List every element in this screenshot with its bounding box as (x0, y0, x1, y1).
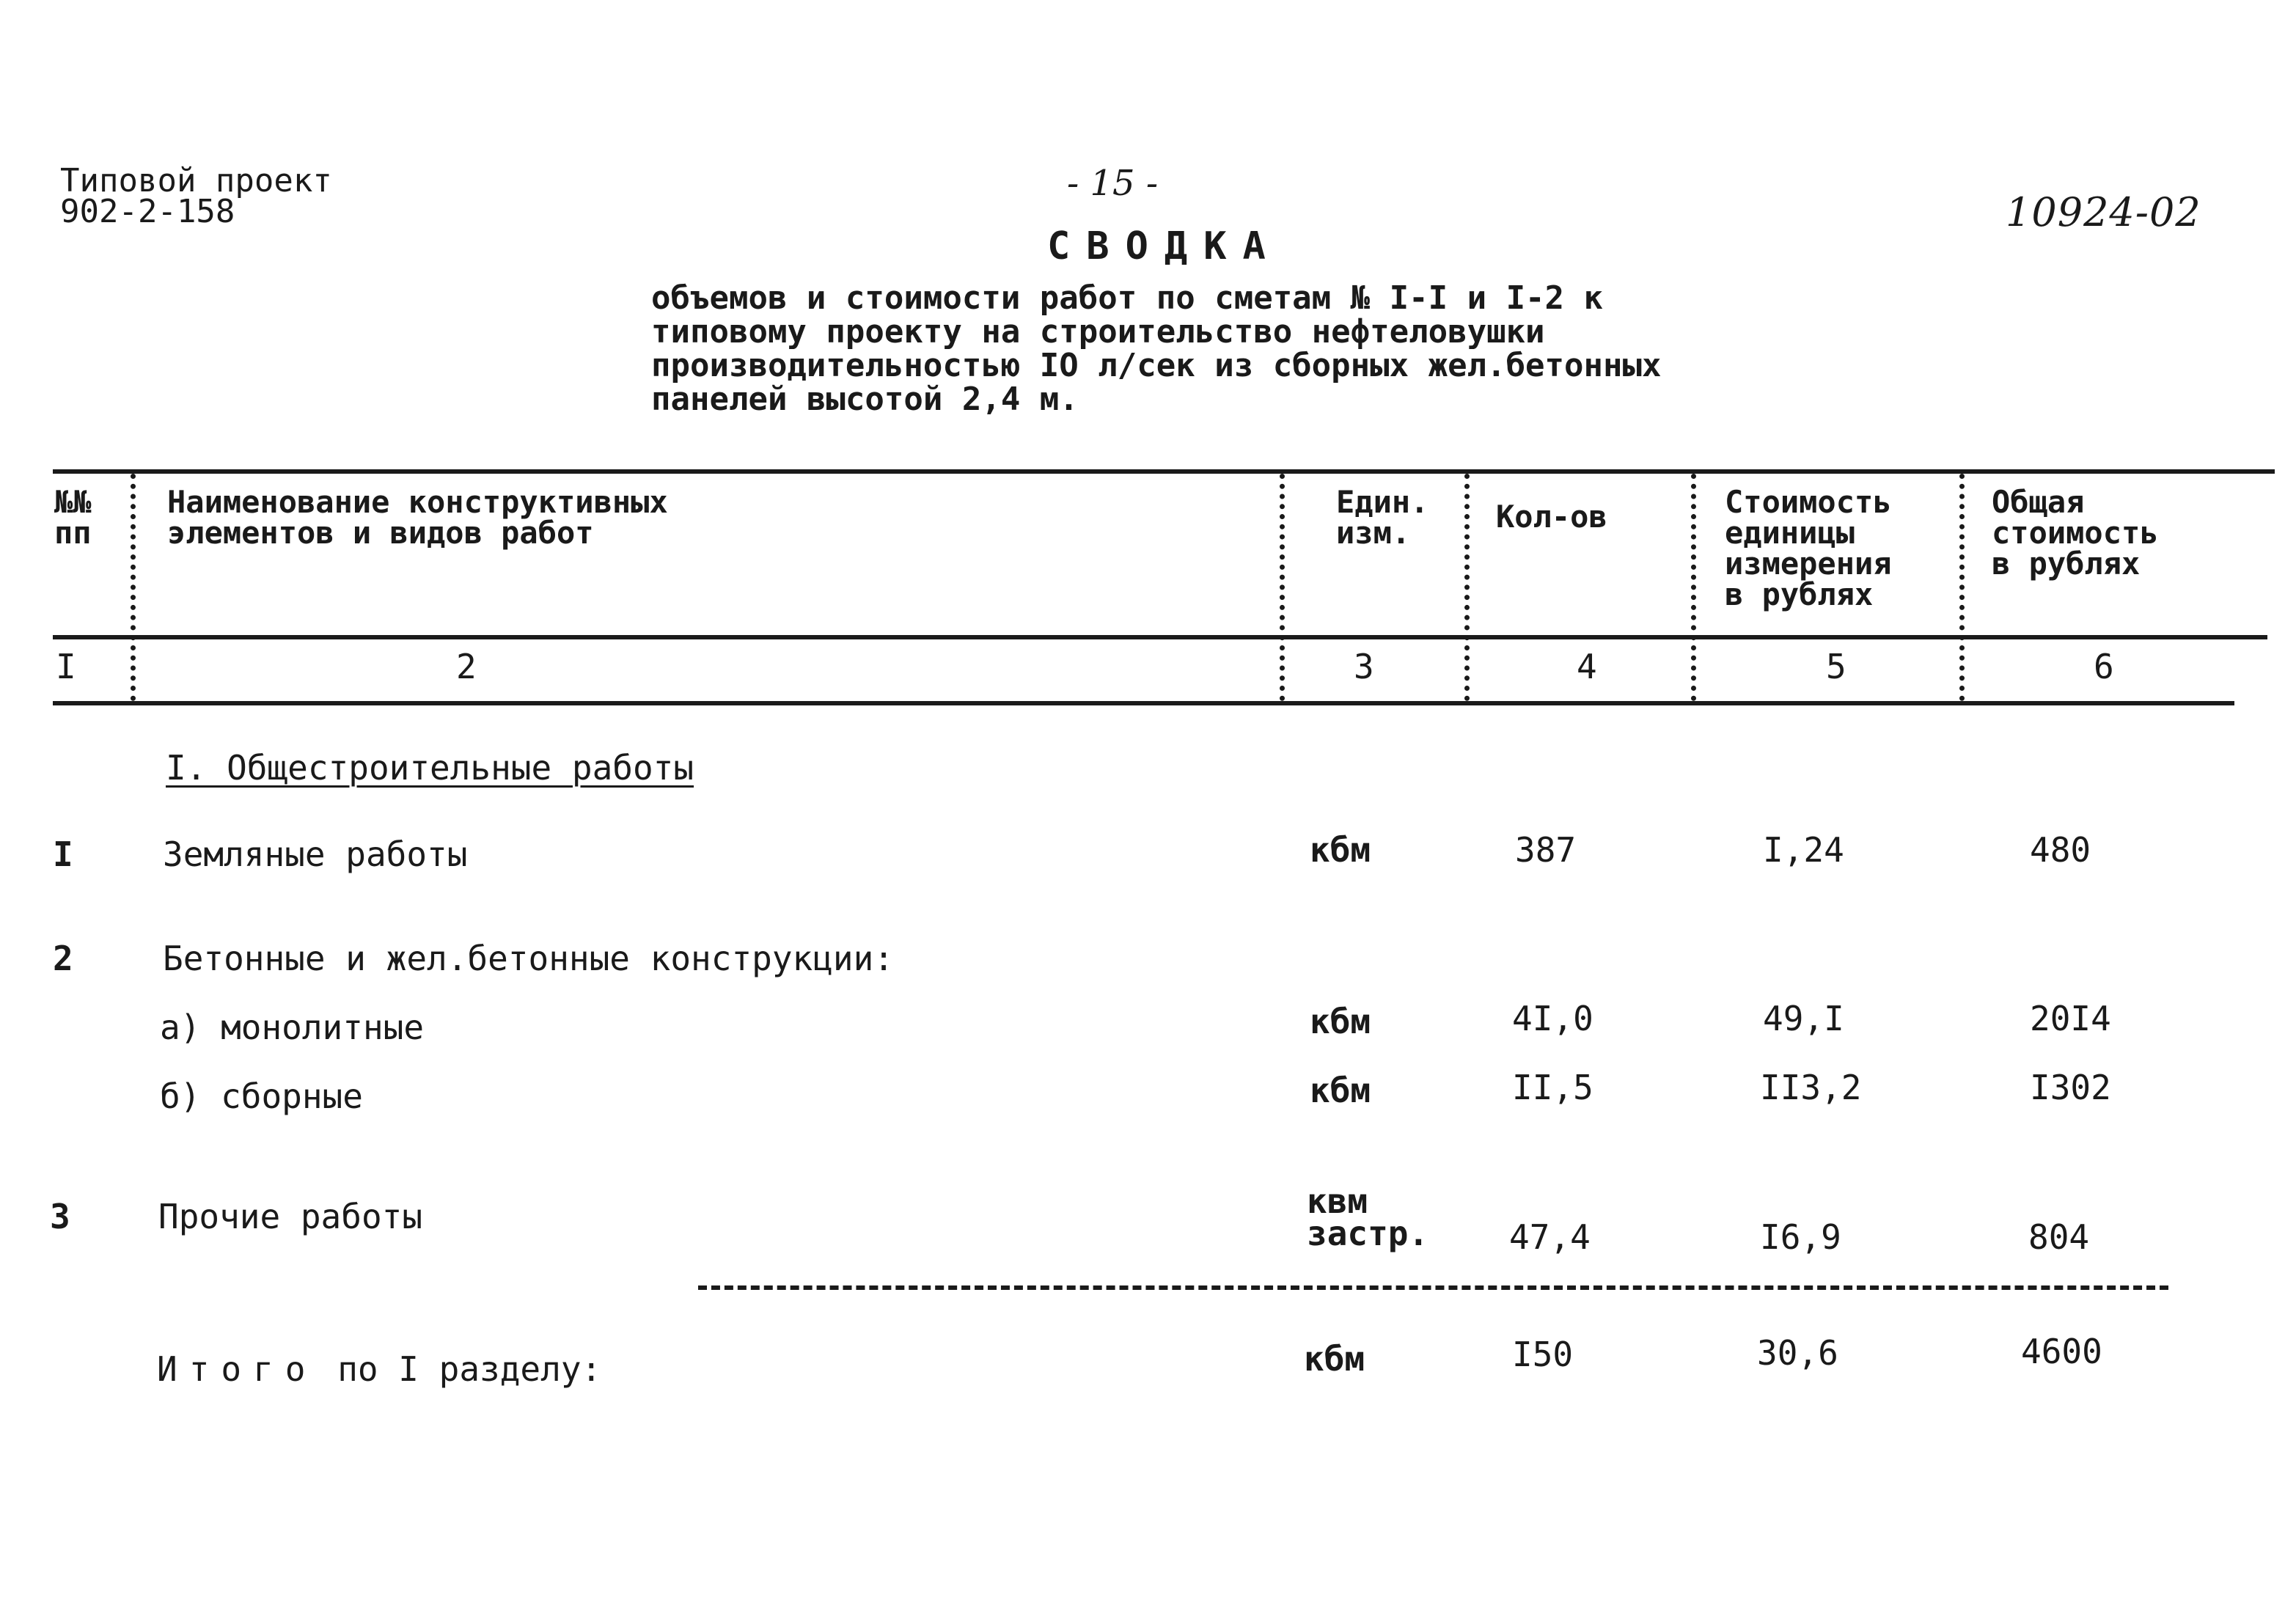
header-name-line: Наименование конструктивных (167, 484, 668, 520)
project-number: 902-2-158 (60, 193, 235, 230)
row-unit: кбм (1310, 1071, 1371, 1110)
header-unit-line: изм. (1336, 515, 1411, 551)
column-number: I (56, 647, 76, 686)
row-num: 2 (53, 939, 73, 978)
row-total: 20I4 (2030, 999, 2111, 1038)
header-unit-cost-line: измерения (1725, 546, 1892, 582)
header-total-line: стоимость (1992, 515, 2159, 551)
total-label (157, 1349, 601, 1389)
total-separator (698, 1285, 2168, 1290)
header-bottom-rule (53, 635, 2267, 639)
row-name: а) монолитные (160, 1008, 425, 1047)
project-label-line1: Типовой проект (60, 162, 332, 199)
total-unit-cost: 30,6 (1757, 1333, 1838, 1373)
row-qty: 4I,0 (1512, 999, 1593, 1038)
header-unit-line: Един. (1336, 484, 1429, 520)
header-total (1992, 484, 2159, 582)
row-name: Прочие работы (158, 1197, 423, 1236)
total-label-rest: по I разделу: (337, 1349, 602, 1389)
row-qty: 47,4 (1509, 1217, 1591, 1257)
header-total-line: Общая (1992, 484, 2085, 520)
column-separator (1280, 474, 1285, 701)
column-separator (1464, 474, 1470, 701)
row-unit: кбм (1310, 1002, 1371, 1041)
header-unit-cost-line: единицы (1725, 515, 1855, 551)
document-title: СВОДКА (1047, 224, 1282, 268)
row-name: Бетонные и жел.бетонные конструкции: (163, 939, 894, 978)
header-num-line: пп (54, 515, 92, 551)
header-unit-cost (1725, 484, 1892, 612)
row-total: I302 (2030, 1068, 2111, 1107)
row-unit-line: квм (1307, 1181, 1368, 1221)
row-qty: 387 (1515, 830, 1577, 870)
header-num (54, 484, 92, 551)
row-qty: II,5 (1512, 1068, 1593, 1107)
column-separator (131, 474, 136, 701)
header-unit (1336, 484, 1429, 551)
document-number: 10924-02 (2006, 189, 2201, 235)
header-qty-line: Кол-ов (1496, 499, 1607, 535)
subtitle-line: объемов и стоимости работ по сметам № I-I и I-2 к (651, 279, 1604, 317)
column-number: 3 (1354, 647, 1374, 686)
column-separator (1959, 474, 1965, 701)
row-unit-line: застр. (1307, 1214, 1429, 1253)
document-subtitle (651, 279, 1662, 418)
column-number: 4 (1577, 647, 1597, 686)
section-title: I. Общестроительные работы (166, 748, 694, 788)
header-qty (1496, 499, 1607, 535)
row-num: 3 (50, 1197, 70, 1236)
project-label (60, 162, 332, 230)
row-name: б) сборные (160, 1076, 363, 1116)
column-number: 6 (2094, 647, 2114, 686)
column-separator (1691, 474, 1696, 701)
total-total: 4600 (2021, 1332, 2102, 1371)
row-unit-cost: II3,2 (1760, 1068, 1862, 1107)
header-name (167, 484, 668, 551)
header-num-line: №№ (54, 484, 92, 520)
row-unit-cost: I,24 (1763, 830, 1844, 870)
row-total: 804 (2028, 1217, 2090, 1257)
column-number: 5 (1826, 647, 1846, 686)
row-unit-cost: 49,I (1763, 999, 1844, 1038)
row-total: 480 (2030, 830, 2091, 870)
row-unit (1307, 1181, 1429, 1253)
header-unit-cost-line: в рублях (1725, 576, 1874, 612)
row-num: I (53, 834, 73, 874)
page-number: - 15 - (1067, 163, 1159, 204)
header-total-line: в рублях (1992, 546, 2141, 582)
column-number: 2 (456, 647, 477, 686)
subtitle-line: производительностью IO л/сек из сборных жел.бетонных (651, 347, 1662, 384)
column-numbers-rule (53, 701, 2234, 705)
table-top-rule (53, 469, 2275, 474)
subtitle-line: типовому проекту на строительство нефтеловушки (651, 313, 1545, 351)
row-unit: кбм (1310, 830, 1371, 870)
header-name-line: элементов и видов работ (167, 515, 594, 551)
total-qty: I50 (1512, 1335, 1574, 1374)
subtitle-line: панелей высотой 2,4 м. (651, 381, 1079, 418)
row-unit-cost: I6,9 (1760, 1217, 1841, 1257)
total-label-word: Итого (157, 1349, 318, 1389)
row-name: Земляные работы (163, 834, 468, 874)
header-unit-cost-line: Стоимость (1725, 484, 1892, 520)
total-unit: кбм (1304, 1339, 1365, 1379)
